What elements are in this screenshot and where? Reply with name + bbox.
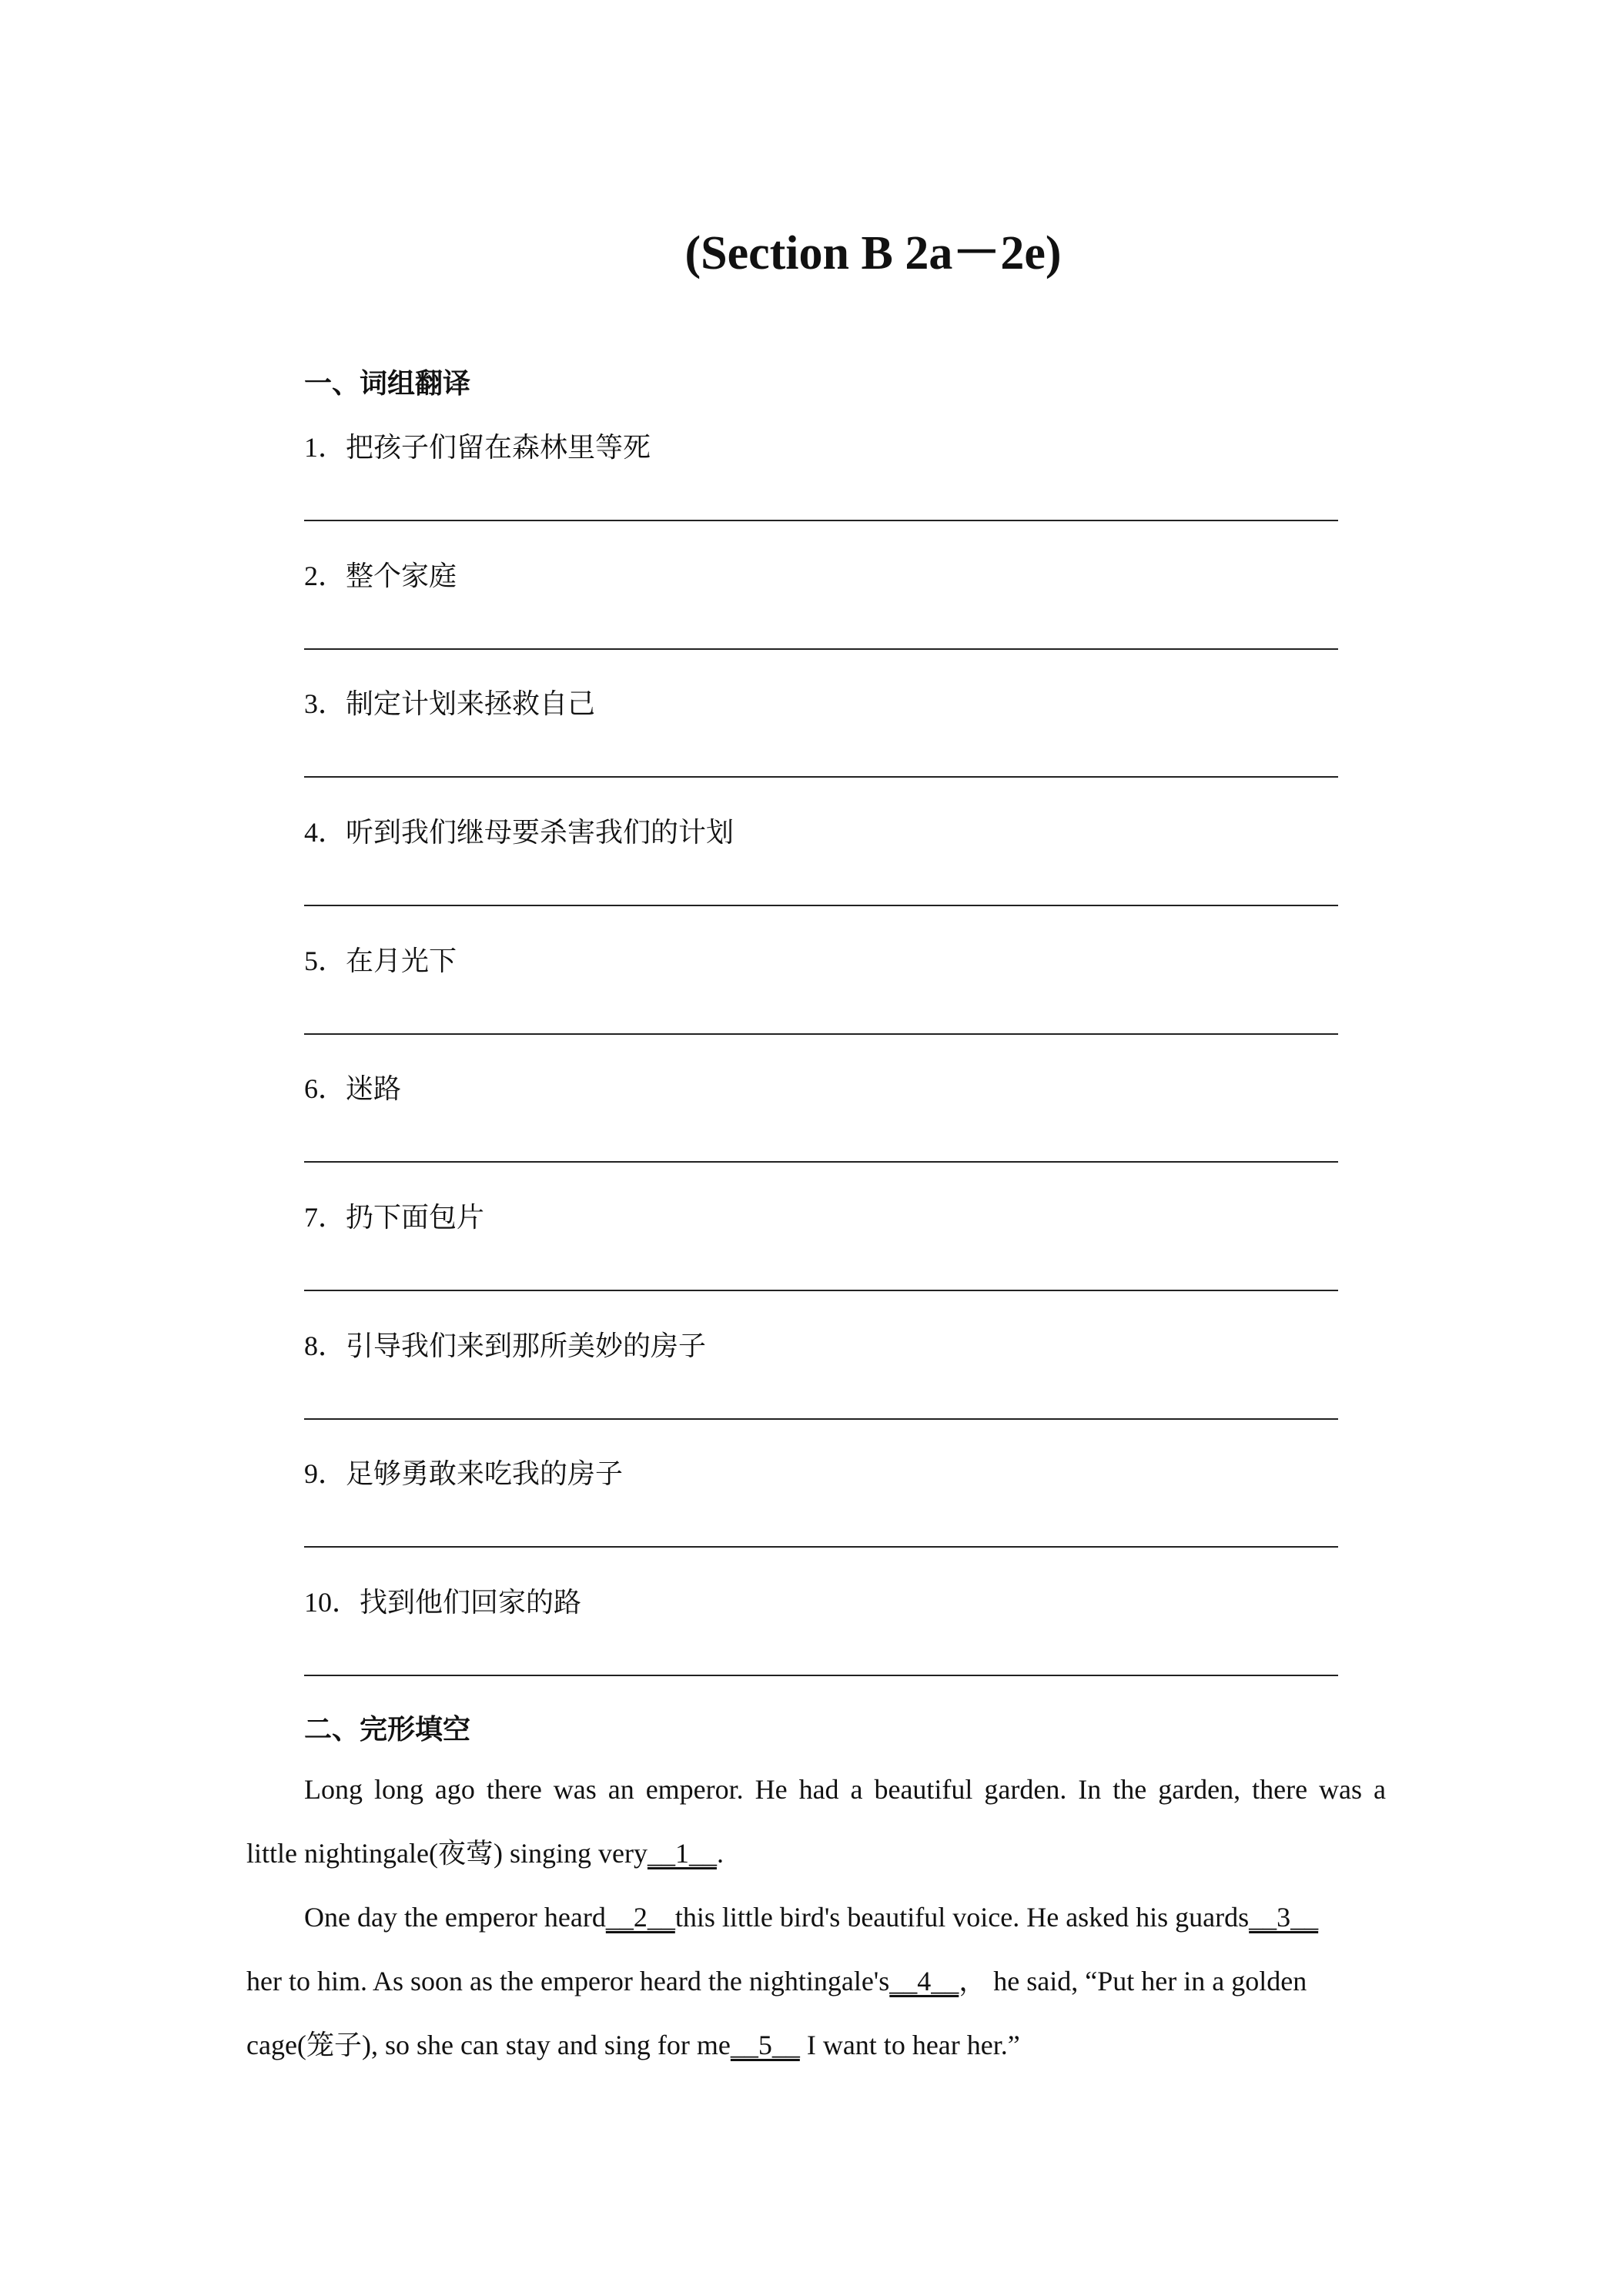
section-heading-translation: 一、词组翻译 (304, 368, 471, 400)
item-number: 8． (304, 1330, 346, 1361)
item-text: 引导我们来到那所美妙的房子 (346, 1330, 707, 1362)
answer-line[interactable] (304, 520, 1338, 521)
list-item (304, 426, 651, 465)
list-item (304, 682, 595, 721)
item-number: 7． (304, 1202, 346, 1233)
item-text: 迷路 (346, 1073, 402, 1105)
passage-text: her to him. As soon as the emperor heard the nightingale's (246, 1966, 890, 1996)
item-text: 在月光下 (346, 946, 457, 977)
answer-line[interactable] (304, 1675, 1338, 1676)
item-text: 找到他们回家的路 (360, 1587, 582, 1618)
blank-1[interactable]: __1__ (647, 1838, 717, 1869)
blank-4[interactable]: __4__ (889, 1966, 959, 1996)
passage-text: I want to hear her.” (799, 2030, 1020, 2060)
list-item (304, 1324, 706, 1364)
section-heading-cloze: 二、完形填空 (304, 1714, 471, 1745)
item-number: 1． (304, 432, 346, 463)
answer-line[interactable] (304, 1546, 1338, 1548)
passage-text: this little bird's beautiful voice. He asked his guards (674, 1902, 1250, 1933)
passage-text: ), so she can stay and sing for me (361, 2030, 731, 2060)
blank-3[interactable]: __3__ (1249, 1902, 1319, 1933)
passage-line: Long long ago there was an emperor. He had a beautiful garden. In the garden, there was a (304, 1774, 1386, 1805)
passage-line (246, 2030, 1386, 2061)
answer-line[interactable] (304, 1290, 1338, 1291)
passage-text: One day the emperor heard (304, 1902, 606, 1933)
answer-line[interactable] (304, 1418, 1338, 1420)
list-item (304, 811, 734, 850)
item-text: 整个家庭 (346, 561, 457, 592)
item-number: 2． (304, 561, 346, 591)
passage-text: ) singing very (493, 1838, 648, 1869)
answer-line[interactable] (304, 776, 1338, 778)
list-item (304, 554, 457, 594)
passage-line (304, 1902, 1386, 1933)
item-number: 10． (304, 1587, 360, 1618)
item-number: 4． (304, 817, 346, 848)
item-text: 制定计划来拯救自己 (346, 688, 596, 720)
passage-text: . (716, 1838, 724, 1869)
list-item (304, 939, 457, 979)
item-number: 9． (304, 1458, 346, 1489)
answer-line[interactable] (304, 1033, 1338, 1035)
list-item (304, 1581, 581, 1620)
passage-text: 夜莺 (437, 1838, 494, 1869)
passage-line (246, 1838, 1386, 1869)
list-item (304, 1067, 401, 1106)
answer-line[interactable] (304, 648, 1338, 650)
item-number: 6． (304, 1073, 346, 1104)
list-item (304, 1452, 623, 1491)
item-text: 足够勇敢来吃我的房子 (346, 1458, 624, 1490)
item-text: 听到我们继母要杀害我们的计划 (346, 817, 735, 848)
item-number: 5． (304, 946, 346, 976)
item-text: 扔下面包片 (346, 1202, 485, 1233)
blank-5[interactable]: __5__ (730, 2030, 800, 2060)
answer-line[interactable] (304, 905, 1338, 906)
item-number: 3． (304, 688, 346, 719)
passage-text: cage( (246, 2030, 306, 2060)
passage-text: ， he said, “Put her in a golden (959, 1966, 1307, 1996)
list-item (304, 1196, 484, 1235)
passage-text: 笼子 (306, 2030, 362, 2061)
passage-text: little nightingale( (246, 1838, 438, 1869)
answer-line[interactable] (304, 1161, 1338, 1163)
blank-2[interactable]: __2__ (605, 1902, 675, 1933)
page-title: (Section B 2a－2e) (684, 227, 1062, 279)
passage-line (246, 1966, 1386, 1996)
item-text: 把孩子们留在森林里等死 (346, 432, 651, 464)
